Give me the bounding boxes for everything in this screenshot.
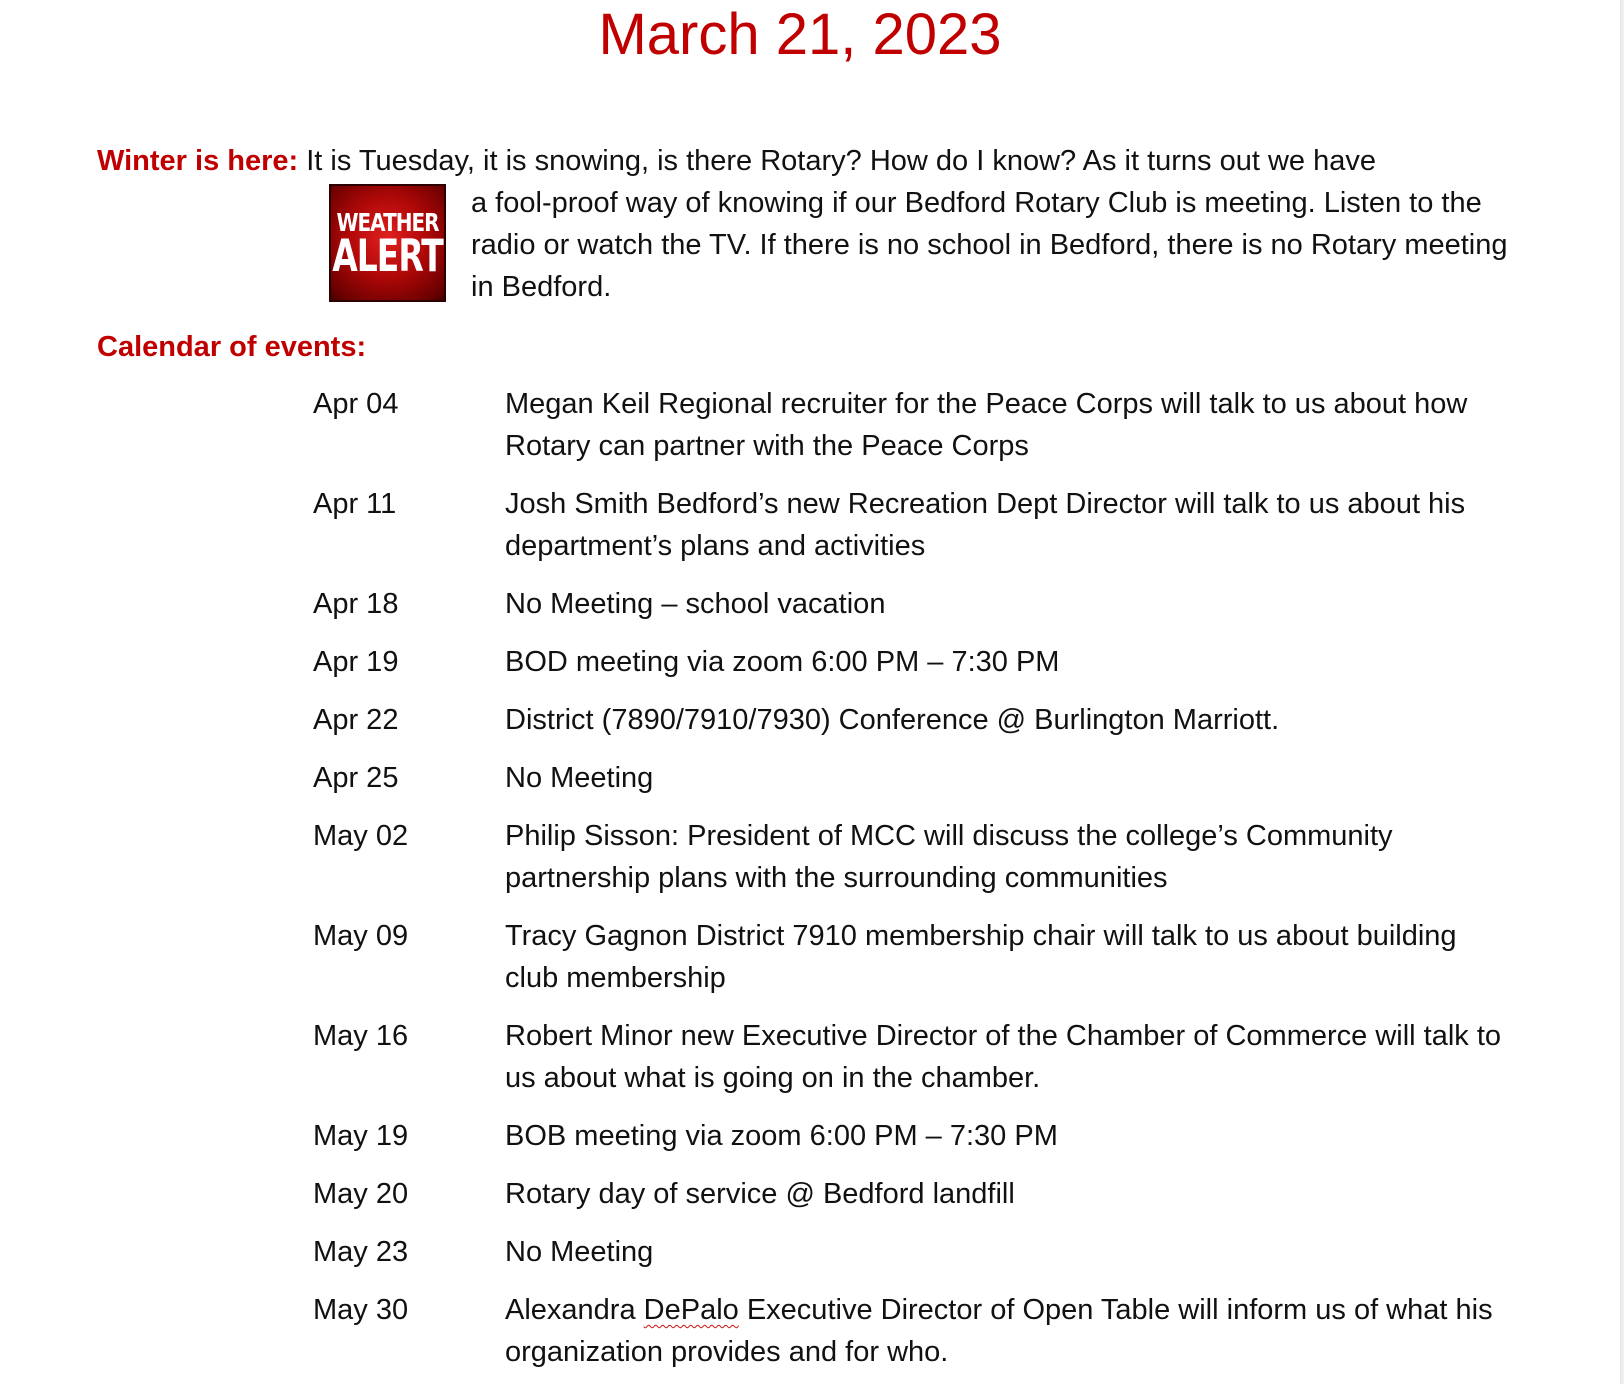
event-row [313,383,1553,467]
winter-continuation: a fool-proof way of knowing if our Bedford Rotary Club is meeting. Listen to the radio or watch the TV. If there is no school in Bedford, there is no Rotary meeting in Bedford. [471,187,1508,303]
date-heading: March 21, 2023 [598,2,1002,67]
event-description [505,1289,1515,1373]
weather-alert-text-line1: WEATHER [336,207,439,237]
event-description: Megan Keil Regional recruiter for the Peace Corps will talk to us about how Rotary can partner with the Peace Corps [505,388,1468,462]
event-description: Rotary day of service @ Bedford landfill [505,1178,1015,1210]
event-date: Apr 11 [313,488,397,520]
page-edge [1620,0,1624,1384]
event-date: May 09 [313,920,409,952]
winter-paragraph [97,140,1537,182]
event-row [313,1115,1553,1157]
event-date: May 19 [313,1120,409,1152]
event-date: Apr 04 [313,388,399,420]
event-date: May 20 [313,1178,409,1210]
event-date: May 16 [313,1020,409,1052]
event-row [313,1289,1553,1373]
event-description: Josh Smith Bedford’s new Recreation Dept Director will talk to us about his department’s plans and activities [505,488,1466,562]
event-date: Apr 25 [313,762,399,794]
event-date: Apr 18 [313,588,399,620]
event-row [313,1231,1553,1273]
winter-first-line: It is Tuesday, it is snowing, is there Rotary? How do I know? As it turns out we have [306,145,1376,177]
event-date: May 30 [313,1294,409,1326]
event-description: BOD meeting via zoom 6:00 PM – 7:30 PM [505,646,1060,678]
event-row [313,641,1553,683]
event-row [313,815,1553,899]
event-row [313,915,1553,999]
calendar-heading [97,326,366,368]
event-description: BOB meeting via zoom 6:00 PM – 7:30 PM [505,1120,1058,1152]
calendar-label: Calendar of events: [97,331,367,363]
event-text-part: Alexandra [505,1294,644,1326]
event-description: Philip Sisson: President of MCC will discuss the college’s Community partnership plans with the surrounding communities [505,820,1393,894]
event-description: Robert Minor new Executive Director of the Chamber of Commerce will talk to us about what is going on in the chamber. [505,1020,1502,1094]
event-date: May 23 [313,1236,409,1268]
event-list [313,383,1553,1389]
weather-alert-text-line2: ALERT [332,229,443,282]
event-description: No Meeting – school vacation [505,588,886,620]
event-row [313,1015,1553,1099]
event-date: Apr 19 [313,646,399,678]
event-description: District (7890/7910/7930) Conference @ Burlington Marriott. [505,704,1280,736]
event-row [313,757,1553,799]
weather-alert-image [329,184,446,302]
event-row [313,1173,1553,1215]
event-text-part: Executive Director of Open Table will inform us of what his organization provides and for who. [505,1294,1493,1368]
event-description: No Meeting [505,1236,654,1268]
winter-label: Winter is here: [97,145,299,177]
spelling-flagged-word: DePalo [643,1294,739,1326]
event-description: No Meeting [505,762,654,794]
event-date: Apr 22 [313,704,399,736]
event-date: May 02 [313,820,409,852]
event-description: Tracy Gagnon District 7910 membership chair will talk to us about building club membership [505,920,1457,994]
event-row [313,483,1553,567]
event-row [313,699,1553,741]
event-row [313,583,1553,625]
